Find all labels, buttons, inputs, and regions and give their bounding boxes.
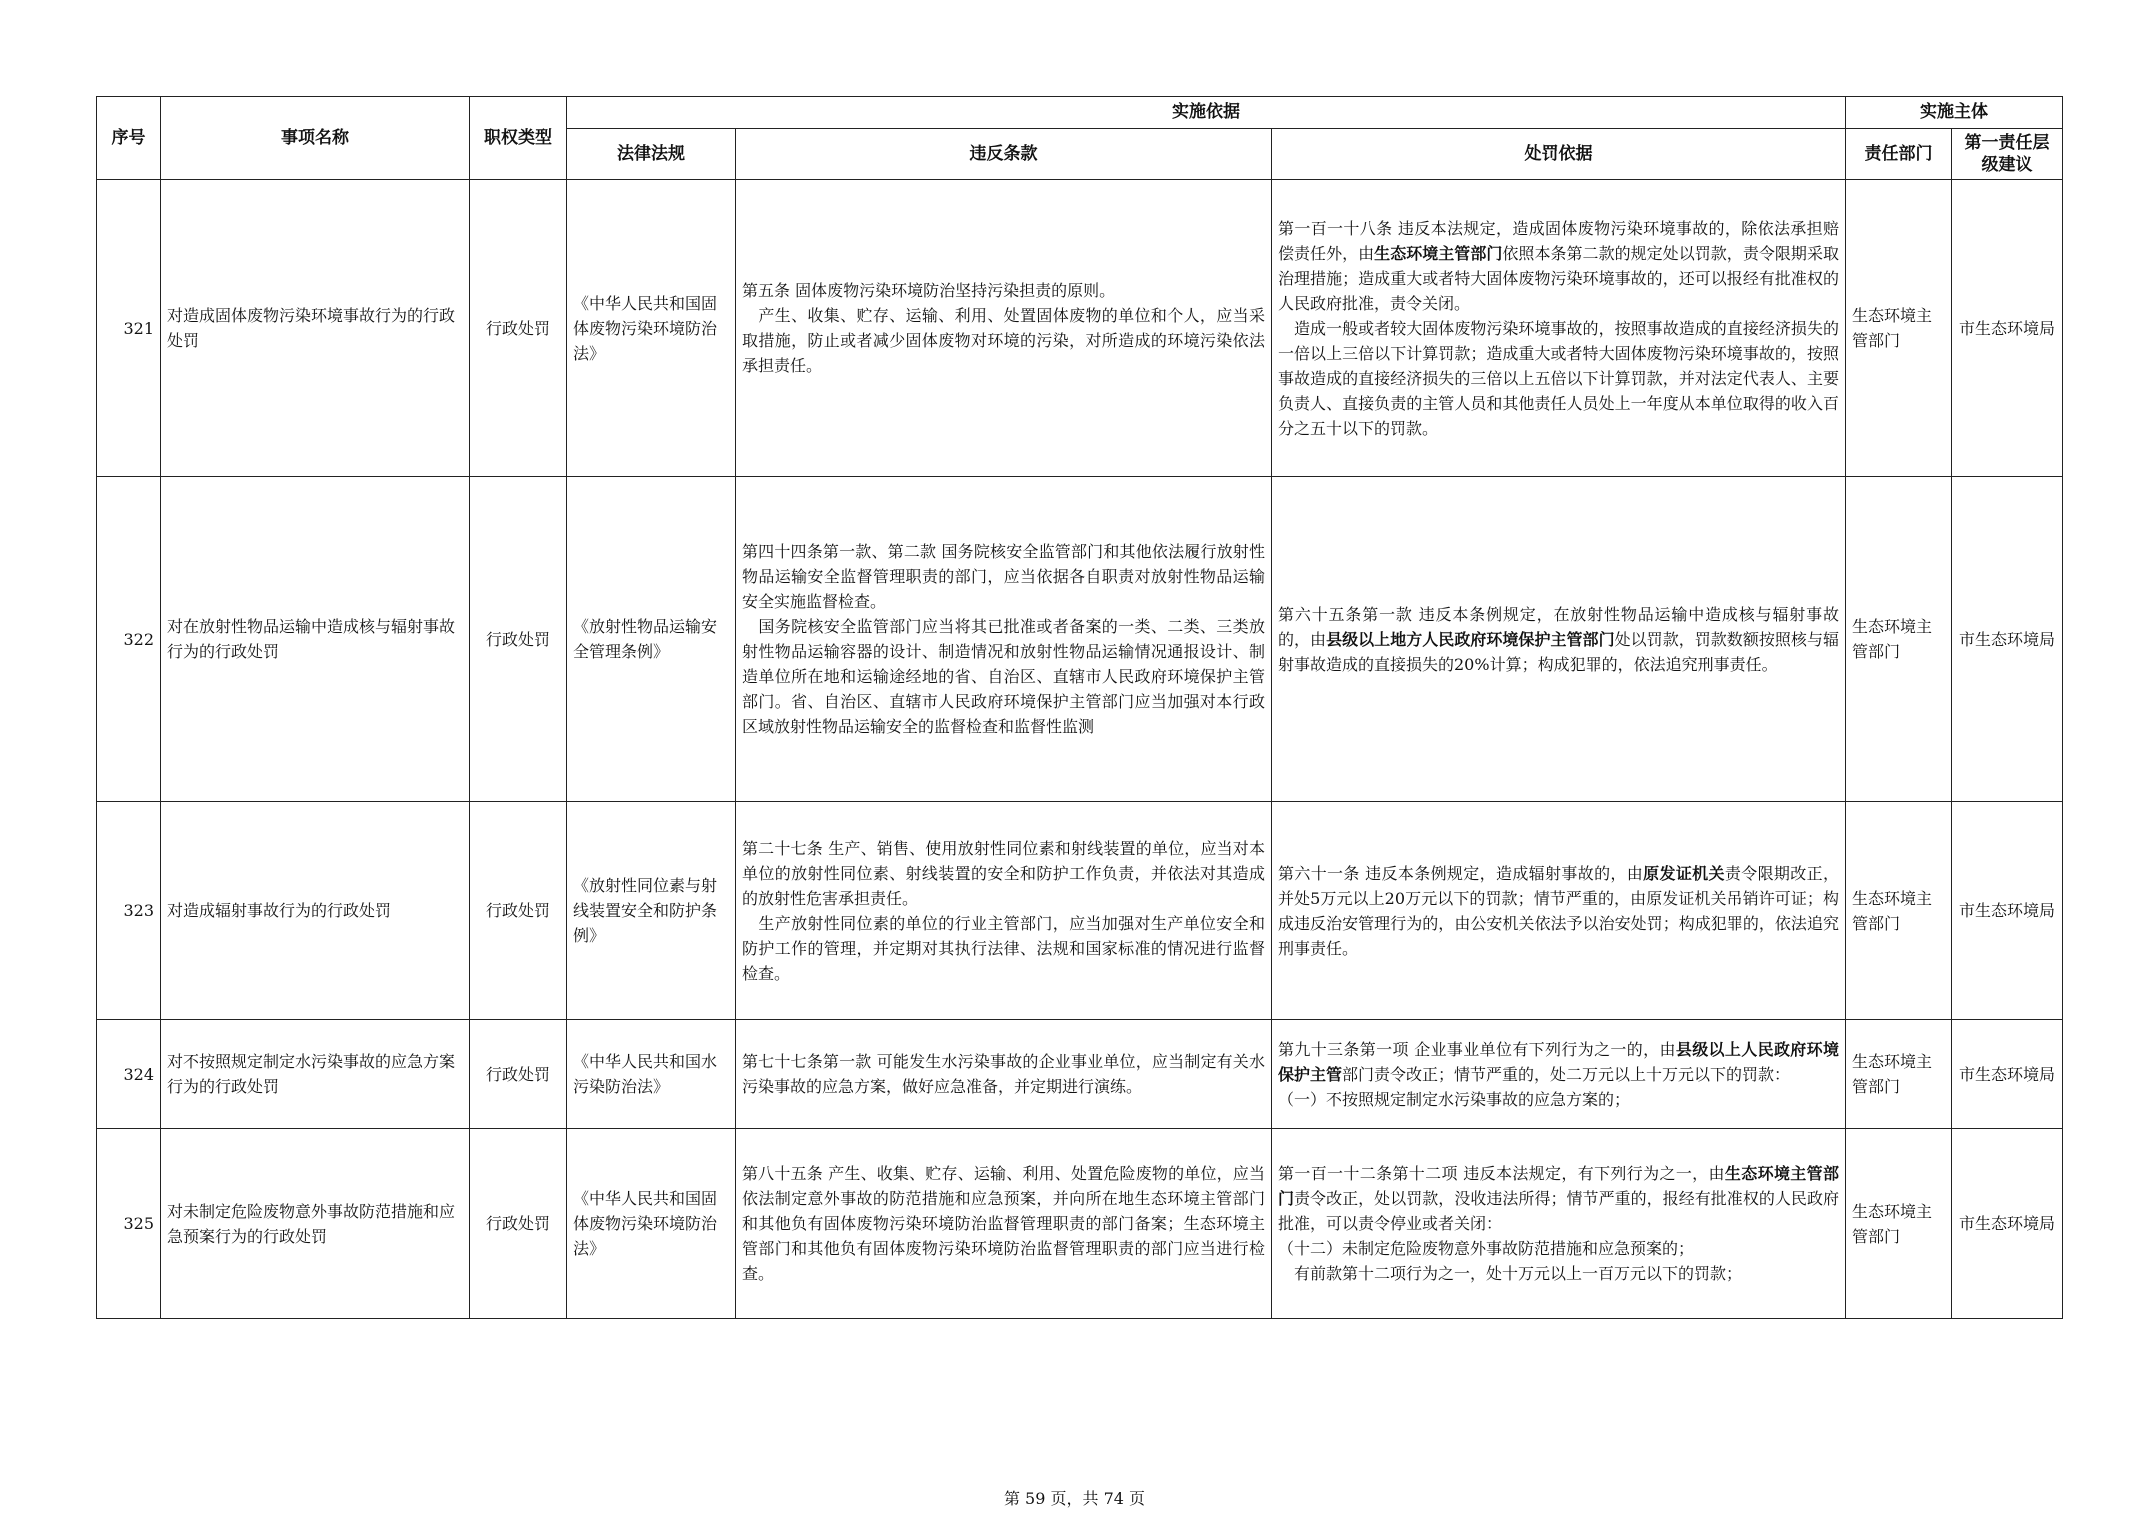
header-subject-group: 实施主体 xyxy=(1846,97,2063,129)
header-penalty: 处罚依据 xyxy=(1272,129,1846,180)
header-seq: 序号 xyxy=(97,97,161,180)
penalty-text: 第九十三条第一项 企业事业单位有下列行为之一的，由 xyxy=(1278,1039,1676,1059)
table-row xyxy=(97,180,2063,477)
row-violation: 第八十五条 产生、收集、贮存、运输、利用、处置危险废物的单位，应当依法制定意外事故的防范措施和应急预案，并向所在地生态环境主管部门和其他负有固体废物污染环境防治监督管理职责的部门备案；生态环境主管部门和其他负有固体废物污染环境防治监督管理职责的部门应当进行检查。 xyxy=(736,1129,1272,1319)
row-law: 《中华人民共和国固体废物污染环境防治法》 xyxy=(567,1129,736,1319)
row-penalty xyxy=(1272,1129,1846,1319)
table-row xyxy=(97,1129,2063,1319)
penalty-authority: 县级以上地方人民政府环境保护主管部门 xyxy=(1326,629,1615,649)
header-dept: 责任部门 xyxy=(1846,129,1952,180)
penalty-text: 第六十一条 违反本条例规定，造成辐射事故的，由 xyxy=(1278,863,1644,883)
penalty-authority: 生态环境主管部门 xyxy=(1374,243,1503,263)
row-item-name: 对未制定危险废物意外事故防范措施和应急预案行为的行政处罚 xyxy=(161,1129,470,1319)
row-authority-type: 行政处罚 xyxy=(470,1020,567,1129)
table-row xyxy=(97,802,2063,1020)
row-dept: 生态环境主管部门 xyxy=(1846,802,1952,1020)
row-seq: 323 xyxy=(97,802,161,1020)
row-level: 市生态环境局 xyxy=(1952,802,2063,1020)
row-penalty xyxy=(1272,1020,1846,1129)
row-seq: 321 xyxy=(97,180,161,477)
penalty-text: 第六十五条第一款 违反本条例规定，在放射性物品运输中造成核与辐射事故的，由 xyxy=(1278,604,1839,649)
row-violation: 第四十四条第一款、第二款 国务院核安全监管部门和其他依法履行放射性物品运输安全监督管理职责的部门，应当依据各自职责对放射性物品运输安全实施监督检查。 国务院核安全监管部门应当将其已批准或者备案的一类、二类、三类放射性物品运输容器的设计、制造情况和放射性物品运输情况通报设计、制造单位所在地和运输途经地的省、自治区、直辖市人民政府环境保护主管部门。省、自治区、直辖市人民政府环境保护主管部门应当加强对本行政区域放射性物品运输安全的监督检查和监督性监测 xyxy=(736,477,1272,802)
row-level: 市生态环境局 xyxy=(1952,1020,2063,1129)
header-item-name: 事项名称 xyxy=(161,97,470,180)
row-law: 《放射性同位素与射线装置安全和防护条例》 xyxy=(567,802,736,1020)
row-level: 市生态环境局 xyxy=(1952,180,2063,477)
penalty-text: 第一百一十二条第十二项 违反本法规定，有下列行为之一，由 xyxy=(1278,1164,1725,1183)
row-level: 市生态环境局 xyxy=(1952,477,2063,802)
penalty-text: 处以罚款，罚款数额按照核与辐射事故造成的直接损失的20%计算；构成犯罪的，依法追究刑事责任。 xyxy=(1278,629,1839,674)
row-authority-type: 行政处罚 xyxy=(470,180,567,477)
penalty-text: 责令改正，处以罚款，没收违法所得；情节严重的，报经有批准权的人民政府批准，可以责令停业或者关闭： （十二）未制定危险废物意外事故防范措施和应急预案的； 有前款第十二项行为之一，处十万元以上一百万元以下的罚款； xyxy=(1278,1189,1839,1283)
penalty-authority: 生态环境主管部门 xyxy=(1278,1164,1839,1208)
row-dept: 生态环境主管部门 xyxy=(1846,180,1952,477)
row-seq: 324 xyxy=(97,1020,161,1129)
row-penalty xyxy=(1272,477,1846,802)
row-dept: 生态环境主管部门 xyxy=(1846,1129,1952,1319)
row-item-name: 对不按照规定制定水污染事故的应急方案行为的行政处罚 xyxy=(161,1020,470,1129)
penalty-text: 第一百一十八条 违反本法规定，造成固体废物污染环境事故的，除依法承担赔偿责任外，由 xyxy=(1278,218,1839,263)
table-row xyxy=(97,1020,2063,1129)
row-authority-type: 行政处罚 xyxy=(470,1129,567,1319)
page-footer: 第 59 页，共 74 页 xyxy=(1003,1489,1146,1508)
penalty-authority: 原发证机关 xyxy=(1643,863,1725,883)
row-seq: 322 xyxy=(97,477,161,802)
row-item-name: 对在放射性物品运输中造成核与辐射事故行为的行政处罚 xyxy=(161,477,470,802)
row-law: 《放射性物品运输安全管理条例》 xyxy=(567,477,736,802)
penalty-text: 责令限期改正，并处5万元以上20万元以下的罚款；情节严重的，由原发证机关吊销许可证；构成违反治安管理行为的，由公安机关依法予以治安处罚；构成犯罪的，依法追究刑事责任。 xyxy=(1278,863,1839,958)
row-violation: 第七十七条第一款 可能发生水污染事故的企业事业单位，应当制定有关水污染事故的应急方案，做好应急准备，并定期进行演练。 xyxy=(736,1020,1272,1129)
row-authority-type: 行政处罚 xyxy=(470,477,567,802)
penalty-authority: 县级以上人民政府环境保护主管 xyxy=(1278,1039,1839,1084)
header-basis-group: 实施依据 xyxy=(567,97,1846,129)
row-dept: 生态环境主管部门 xyxy=(1846,1020,1952,1129)
row-dept: 生态环境主管部门 xyxy=(1846,477,1952,802)
header-authority-type: 职权类型 xyxy=(470,97,567,180)
enforcement-table xyxy=(96,96,2063,1319)
header-level: 第一责任层级建议 xyxy=(1952,129,2063,180)
header-law: 法律法规 xyxy=(567,129,736,180)
row-law: 《中华人民共和国固体废物污染环境防治法》 xyxy=(567,180,736,477)
row-penalty xyxy=(1272,802,1846,1020)
row-law: 《中华人民共和国水污染防治法》 xyxy=(567,1020,736,1129)
row-level: 市生态环境局 xyxy=(1952,1129,2063,1319)
penalty-text: 部门责令改正；情节严重的，处二万元以上十万元以下的罚款： （一）不按照规定制定水污染事故的应急方案的； xyxy=(1278,1064,1791,1109)
row-seq: 325 xyxy=(97,1129,161,1319)
row-item-name: 对造成固体废物污染环境事故行为的行政处罚 xyxy=(161,180,470,477)
row-violation: 第二十七条 生产、销售、使用放射性同位素和射线装置的单位，应当对本单位的放射性同位素、射线装置的安全和防护工作负责，并依法对其造成的放射性危害承担责任。 生产放射性同位素的单位的行业主管部门，应当加强对生产单位安全和防护工作的管理，并定期对其执行法律、法规和国家标准的情况进行监督检查。 xyxy=(736,802,1272,1020)
penalty-text: 依照本条第二款的规定处以罚款，责令限期采取治理措施；造成重大或者特大固体废物污染环境事故的，还可以报经有批准权的人民政府批准，责令关闭。 造成一般或者较大固体废物污染环境事故的，按照事故造成的直接经济损失的一倍以上三倍以下计算罚款；造成重大或者特大固体废物污染环境事故的，按照事故造成的直接经济损失的三倍以上五倍以下计算罚款，并对法定代表人、主要负责人、直接负责的主管人员和其他责任人员处上一年度从本单位取得的收入百分之五十以下的罚款。 xyxy=(1278,243,1839,438)
row-item-name: 对造成辐射事故行为的行政处罚 xyxy=(161,802,470,1020)
row-authority-type: 行政处罚 xyxy=(470,802,567,1020)
row-penalty xyxy=(1272,180,1846,477)
table-row xyxy=(97,477,2063,802)
header-violation: 违反条款 xyxy=(736,129,1272,180)
row-violation: 第五条 固体废物污染环境防治坚持污染担责的原则。 产生、收集、贮存、运输、利用、处置固体废物的单位和个人，应当采取措施，防止或者减少固体废物对环境的污染，对所造成的环境污染依法承担责任。 xyxy=(736,180,1272,477)
